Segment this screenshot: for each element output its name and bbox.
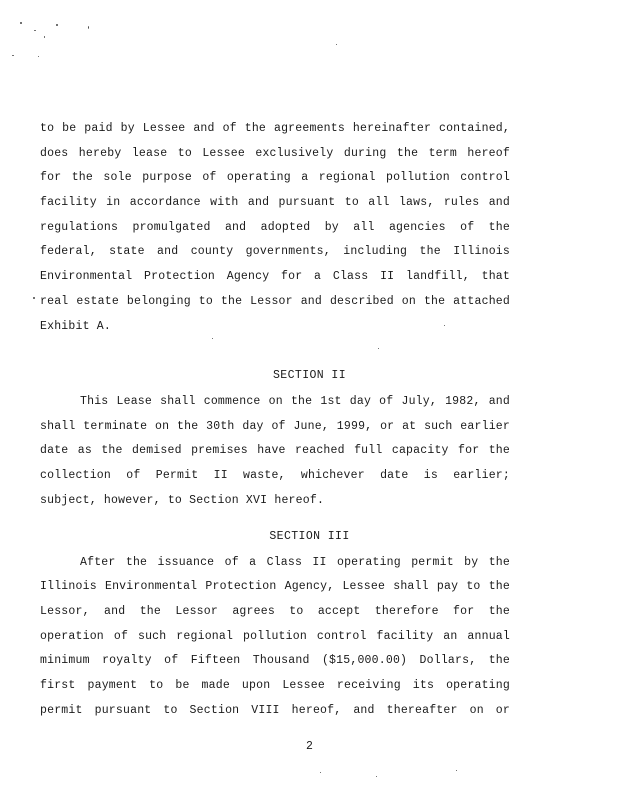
- scan-speck: [378, 348, 379, 349]
- scan-speck: [34, 30, 36, 31]
- body-text-line: permit pursuant to Section VIII hereof, and thereafter on or: [40, 704, 510, 717]
- body-text-line: first payment to be made upon Lessee receiving its operating: [40, 679, 510, 692]
- body-text-line: federal, state and county governments, including the Illinois: [40, 245, 510, 258]
- scan-speck: [12, 55, 14, 56]
- scan-speck: [456, 770, 457, 771]
- scan-speck: [320, 772, 321, 773]
- scan-speck: [38, 56, 39, 57]
- scan-speck: [336, 44, 337, 45]
- body-text-line: Exhibit A.: [40, 320, 112, 333]
- body-text-line: Environmental Protection Agency for a Class II landfill, that: [40, 270, 510, 283]
- body-text-line: does hereby lease to Lessee exclusively during the term hereof: [40, 147, 510, 160]
- body-text-line: subject, however, to Section XVI hereof.: [40, 494, 325, 507]
- body-text-line: After the issuance of a Class II operating permit by the: [80, 556, 510, 569]
- body-text-line: for the sole purpose of operating a regional pollution control: [40, 171, 510, 184]
- body-text-line: facility in accordance with and pursuant to all laws, rules and: [40, 196, 510, 209]
- body-text-line: regulations promulgated and adopted by all agencies of the: [40, 221, 510, 234]
- scan-speck: [33, 297, 35, 299]
- body-text-line: This Lease shall commence on the 1st day of July, 1982, and: [80, 395, 510, 408]
- page-number: 2: [306, 740, 313, 753]
- scan-speck: [56, 24, 58, 26]
- scan-speck: [376, 776, 377, 777]
- scan-speck: [44, 36, 45, 38]
- body-text-line: Illinois Environmental Protection Agency, Lessee shall pay to the: [40, 580, 510, 593]
- section-heading: SECTION II: [272, 369, 346, 382]
- body-text-line: real estate belonging to the Lessor and described on the attached: [40, 295, 510, 308]
- body-text-line: date as the demised premises have reached full capacity for the: [40, 444, 510, 457]
- body-text-line: shall terminate on the 30th day of June, 1999, or at such earlier: [40, 420, 510, 433]
- scan-speck: [88, 26, 89, 29]
- scan-speck: [212, 338, 213, 339]
- section-heading: SECTION III: [269, 530, 350, 543]
- body-text-line: to be paid by Lessee and of the agreements hereinafter contained,: [40, 122, 510, 135]
- body-text-line: Lessor, and the Lessor agrees to accept therefore for the: [40, 605, 510, 618]
- body-text-line: operation of such regional pollution control facility an annual: [40, 630, 510, 643]
- body-text-line: minimum royalty of Fifteen Thousand ($15,000.00) Dollars, the: [40, 654, 510, 667]
- scan-speck: [20, 22, 22, 24]
- body-text-line: collection of Permit II waste, whichever date is earlier;: [40, 469, 510, 482]
